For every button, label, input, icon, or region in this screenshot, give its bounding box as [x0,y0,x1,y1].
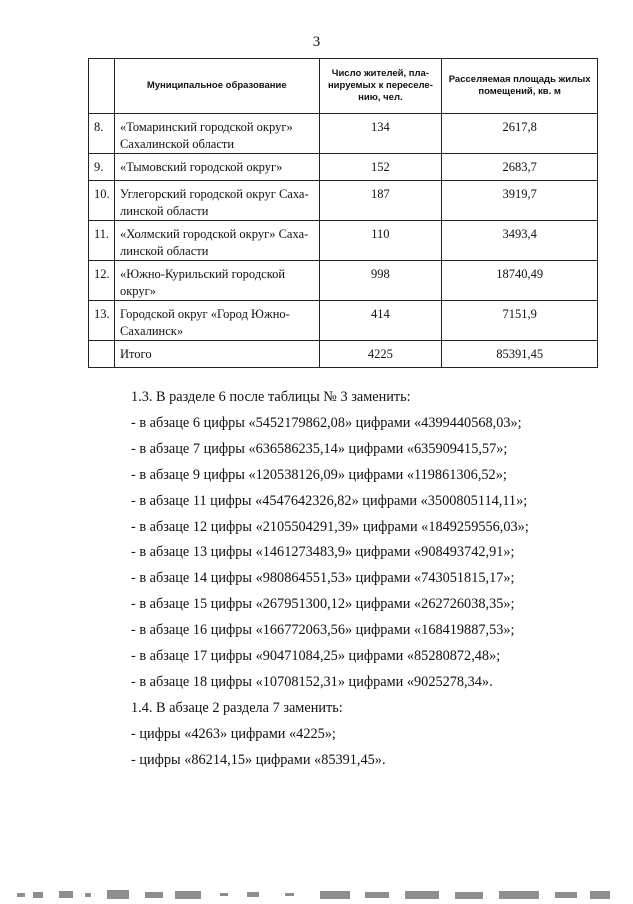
amendment-line: - в абзаце 17 цифры «90471084,25» цифрами «85280872,48»; [131,648,501,665]
header-municipality: Муниципальное образование [114,59,319,114]
row-area: 3493,4 [442,221,598,261]
section-heading: 1.3. В разделе 6 после таблицы № 3 заменить: [131,389,411,405]
row-municipality: «Томаринский городской округ» Сахалинской области [114,114,319,154]
row-municipality: «Южно-Курильский городской округ» [114,261,319,301]
total-label: Итого [114,341,319,368]
total-residents: 4225 [319,341,442,368]
amendment-line: - цифры «4263» цифрами «4225»; [131,725,336,742]
row-municipality: «Тымовский городской округ» [114,154,319,181]
page-number: 3 [312,34,321,50]
table-row [89,261,598,301]
row-number: 9. [89,154,115,181]
amendment-line: - в абзаце 14 цифры «980864551,53» цифрами «743051815,17»; [131,570,515,587]
row-residents: 414 [319,301,442,341]
section-heading: 1.4. В абзаце 2 раздела 7 заменить: [131,699,343,716]
row-residents: 110 [319,221,442,261]
row-area: 2683,7 [442,154,598,181]
amendment-line: - в абзаце 16 цифры «166772063,56» цифрами «168419887,53»; [131,622,515,639]
table-total-row [89,341,598,368]
amendment-line: - в абзаце 15 цифры «267951300,12» цифрами «262726038,35»; [131,596,515,613]
amendment-line: - в абзаце 7 цифры «636586235,14» цифрами «635909415,57»; [131,440,508,457]
row-area: 3919,7 [442,181,598,221]
row-number: 11. [89,221,115,261]
amendment-line: - в абзаце 12 цифры «2105504291,39» цифрами «1849259556,03»; [131,518,529,535]
total-number [89,341,115,368]
table-row [89,181,598,221]
header-number [89,59,115,114]
table-row [89,114,598,154]
amendment-line: - цифры «86214,15» цифрами «85391,45». [131,751,386,768]
amendment-line: - в абзаце 18 цифры «10708152,31» цифрами «9025278,34». [131,673,493,690]
row-number: 12. [89,261,115,301]
amendment-line: - в абзаце 11 цифры «4547642326,82» цифрами «3500805114,11»; [131,492,528,509]
row-residents: 134 [319,114,442,154]
total-area: 85391,45 [442,341,598,368]
row-area: 18740,49 [442,261,598,301]
table-row [89,154,598,181]
row-municipality: «Холмский городской округ» Саха- линской области [114,221,319,261]
row-number: 13. [89,301,115,341]
table-row [89,301,598,341]
amendment-text [131,385,603,774]
row-municipality: Углегорский городской округ Саха- линской области [114,181,319,221]
row-number: 10. [89,181,115,221]
resettlement-table [88,58,598,368]
row-municipality: Городской округ «Город Южно- Сахалинск» [114,301,319,341]
row-residents: 152 [319,154,442,181]
table-header-row [89,59,598,114]
amendment-line: - в абзаце 6 цифры «5452179862,08» цифрами «4399440568,03»; [131,414,522,431]
row-residents: 998 [319,261,442,301]
row-residents: 187 [319,181,442,221]
row-number: 8. [89,114,115,154]
scan-artifact-strip [15,888,618,902]
header-residents: Число жителей, пла- нируемых к переселе- нию, чел. [319,59,442,114]
amendment-line: - в абзаце 9 цифры «120538126,09» цифрами «119861306,52»; [131,466,507,483]
row-area: 2617,8 [442,114,598,154]
table-row [89,221,598,261]
header-area: Расселяемая площадь жилых помещений, кв. м [442,59,598,114]
amendment-line: - в абзаце 13 цифры «1461273483,9» цифрами «908493742,91»; [131,544,515,561]
row-area: 7151,9 [442,301,598,341]
